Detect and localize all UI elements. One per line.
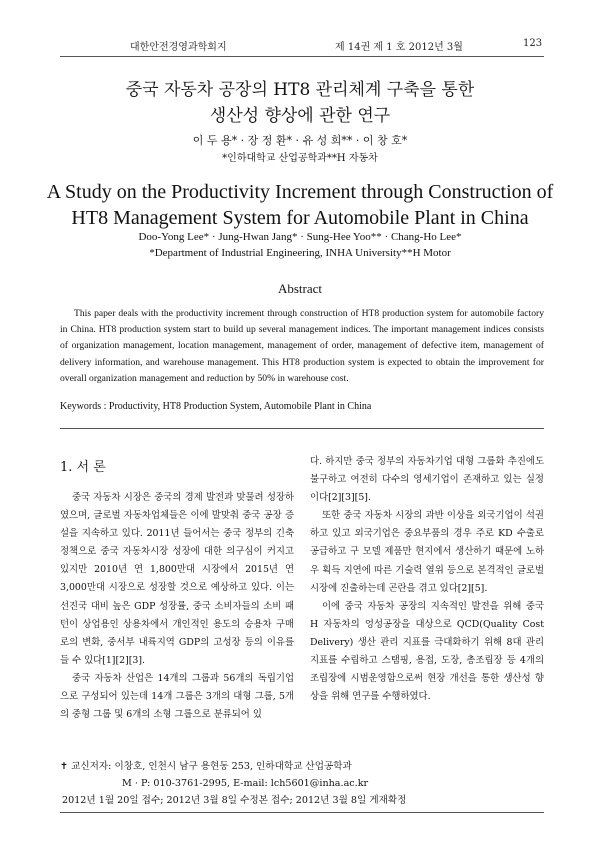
right-column bbox=[310, 453, 544, 706]
section-heading-introduction: 1. 서 론 bbox=[60, 460, 106, 475]
footnote-corresponding-author: ✝ 교신저자: 이창호, 인천시 남구 용현동 253, 인하대학교 산업공학과 bbox=[60, 761, 352, 772]
footnote-contact: M · P: 010-3761-2995, E-mail: lch5601@inha.ac.kr bbox=[122, 778, 369, 789]
footnote bbox=[60, 758, 544, 809]
korean-title-line-2: 생산성 향상에 관한 연구 bbox=[209, 106, 391, 126]
abstract-body: This paper deals with the productivity increment through construction of HT8 production system for automobile factory in China. HT8 production system start to build up several management indices. The important management indices consists of organization management, location management, management of order, management of defective item, management of delivery information, and warehouse management. This HT8 production system is expected to obtain the improvement for overall organization management and reduction by 50% in warehouse cost. bbox=[60, 308, 544, 384]
left-paragraph-1: 중국 자동차 시장은 중국의 경제 발전과 맞물려 성장하였으며, 글로벌 자동차업체들은 이에 발맞춰 중국 공장 증설을 지속하고 있다. 2011년 들어서는 중국 정부의 긴축 정책으로 중국 자동차시장 성장에 대한 의구심이 커지고 있지만 2010년 연 1,800만대 시장에서 2015년 연 3,000만대 시장으로 성장할 것으로 예상하고 있다. 이는 선진국 대비 높은 GDP 성장률, 중국 소비자들의 소비 패턴이 상업용인 상용차에서 개인적인 용도의 승용차 구매로의 변화, 중서부 내륙지역 GDP의 고성장 등의 이유를 들 수 있다[1][2][3]. bbox=[60, 492, 294, 666]
header-rule bbox=[60, 56, 544, 57]
abstract-heading: Abstract bbox=[277, 281, 323, 296]
right-paragraph-3: 이에 중국 자동차 공장의 지속적인 발전을 위해 중국 H 자동차의 엉성공장을 대상으로 QCD(Quality Cost Delivery) 생산 관리 지표를 극대화하기 위해 8대 관리 지표를 수립하고 스탬핑, 용접, 도장, 총조립장 등 4개의 조립장에 시범운영함으로써 현장 개선을 통한 생산성 향상을 위해 연구를 수행하였다. bbox=[310, 600, 544, 703]
english-authors: Doo-Yong Lee* · Jung-Hwan Jang* · Sung-Hee Yoo** · Chang-Ho Lee* bbox=[138, 231, 462, 243]
left-column bbox=[60, 489, 294, 724]
journal-name: 대한안전경영과학회지 bbox=[130, 42, 227, 53]
right-paragraph-1: 다. 하지만 중국 정부의 자동차기업 대형 그룹화 추진에도 불구하고 여전히 다수의 영세기업이 존재하고 있는 실정이다[2][3][5]. bbox=[310, 456, 544, 504]
korean-authors: 이 두 용* · 장 정 환* · 유 성 희** · 이 창 호* bbox=[192, 134, 408, 147]
page-number: 123 bbox=[523, 38, 543, 49]
english-title-line-1: A Study on the Productivity Increment through Construction of bbox=[46, 181, 554, 203]
english-title-line-2: HT8 Management System for Automobile Plant in China bbox=[71, 207, 529, 229]
volume-info: 제 14권 제 1 호 2012년 3월 bbox=[335, 42, 463, 53]
korean-affiliation: *인하대학교 산업공학과**H 자동차 bbox=[222, 153, 378, 164]
english-affiliation: *Department of Industrial Engineering, INHA University**H Motor bbox=[149, 247, 451, 259]
left-paragraph-2: 중국 자동차 산업은 14개의 그룹과 56개의 독립기업으로 구성되어 있는데 14개 그룹은 3개의 대형 그룹, 5개의 중형 그룹 및 6개의 소형 그룹으로 분류되어 있 bbox=[60, 672, 294, 721]
abstract-rule bbox=[60, 428, 544, 429]
right-paragraph-2: 또한 중국 자동차 시장의 과반 이상을 외국기업이 석권하고 있고 외국기업은 중요부품의 경우 주로 KD 수출로 공급하고 구 모델 제품만 현지에서 생산하기 때문에 노하우 획득 지연에 따른 기술력 열위 등으로 본격적인 글로벌 시장에 진출하는데 곤란을 겪고 있다[2][5]. bbox=[310, 510, 544, 594]
keywords: Keywords : Productivity, HT8 Production System, Automobile Plant in China bbox=[60, 401, 372, 412]
footnote-dates: 2012년 1월 20일 접수; 2012년 3월 8일 수정본 접수; 2012년 3월 8일 게재확정 bbox=[62, 795, 407, 806]
korean-title-line-1: 중국 자동차 공장의 HT8 관리체계 구축을 통한 bbox=[125, 80, 475, 100]
footnote-rule bbox=[60, 812, 544, 813]
